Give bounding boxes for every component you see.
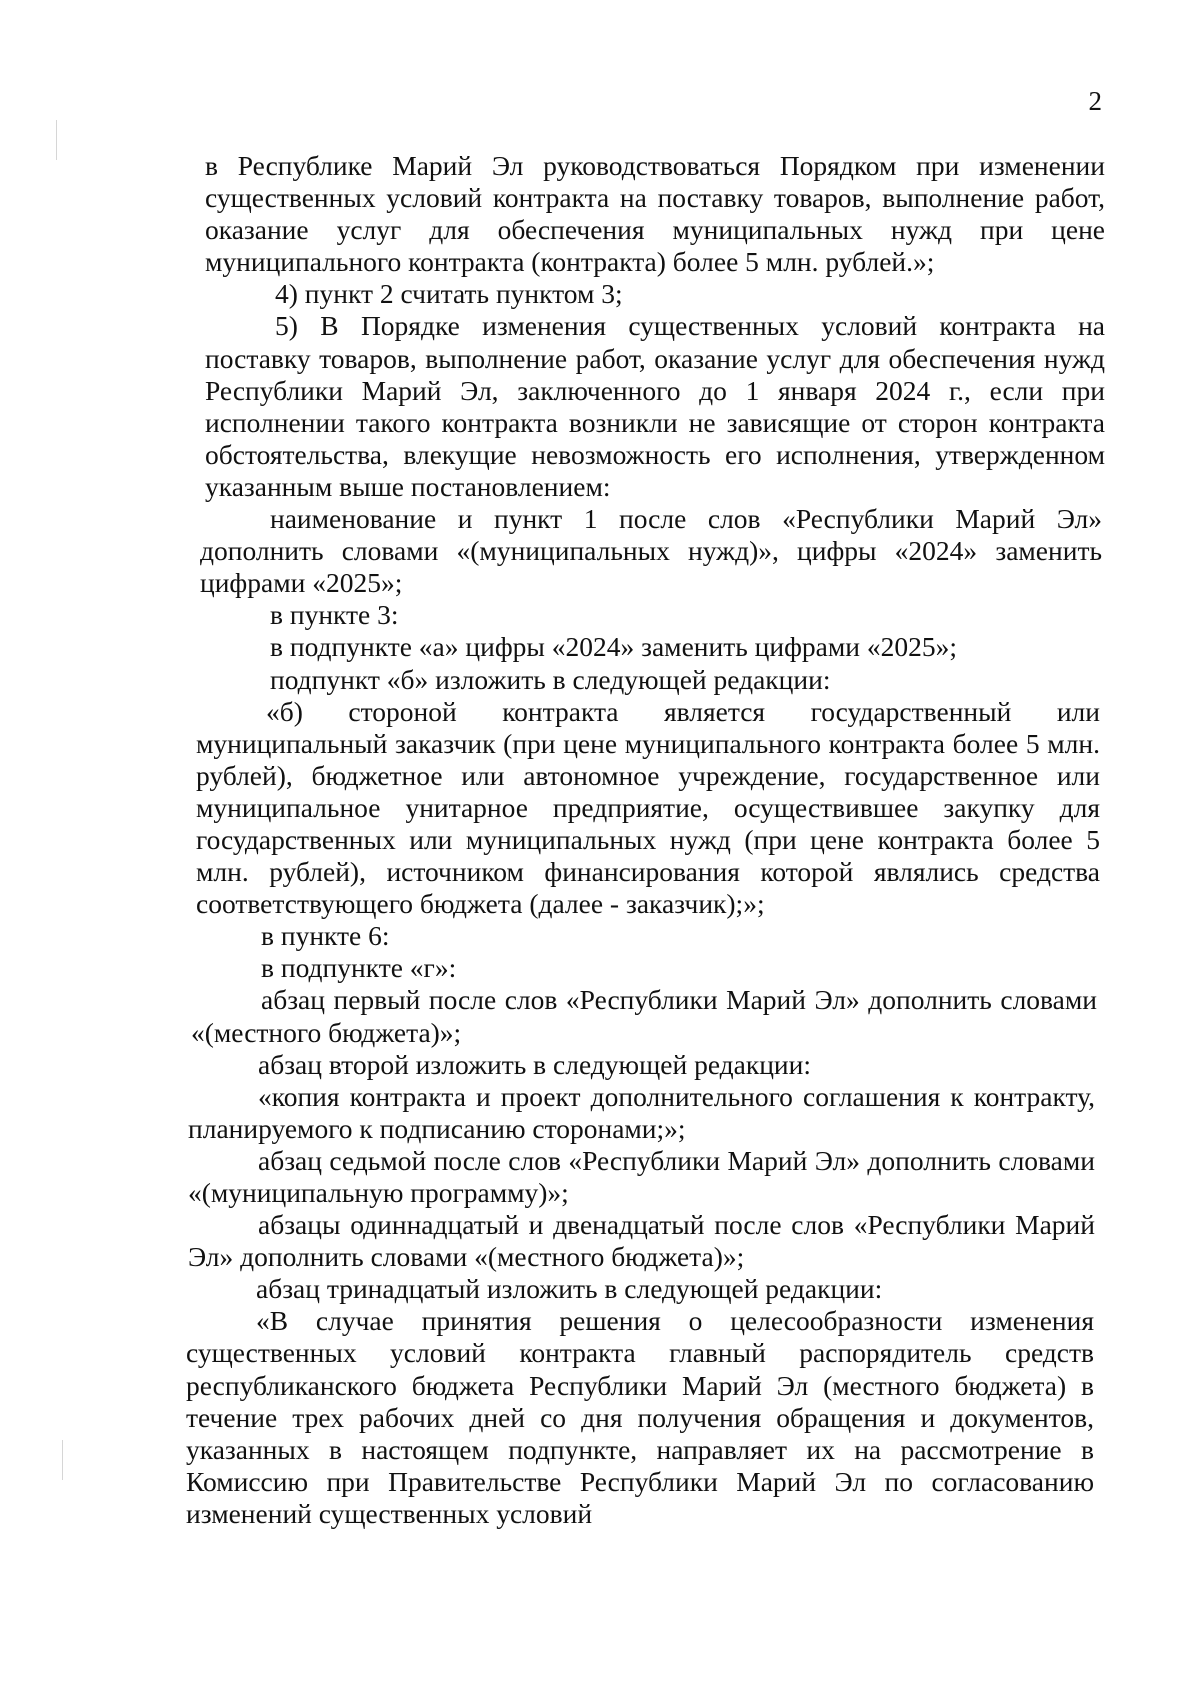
paragraph-seventh-abzac: абзац седьмой после слов «Республики Марий Эл» дополнить словами «(муниципальную программу)»; xyxy=(188,1144,1095,1208)
paragraph-second-abzac-text: «копия контракта и проект дополнительного соглашения к контракту, планируемого к подписанию сторонами;»; xyxy=(188,1080,1095,1144)
paragraph-thirteenth-abzac-intro: абзац тринадцатый изложить в следующей редакции: xyxy=(256,1273,883,1305)
page-number: 2 xyxy=(1088,86,1102,116)
paragraph-item-5: 5) В Порядке изменения существенных условий контракта на поставку товаров, выполнение работ, оказание услуг для обеспечения нужд Республики Марий Эл, заключенного до 1 января 2024 г., если при исполнении такого контракта возникли не зависящие от сторон контракта обстоятельства, влекущие невозможность его исполнения, утвержденном указанным выше постановлением: xyxy=(205,310,1105,502)
paragraph-1-continuation: в Республике Марий Эл руководствоваться Порядком при изменении существенных условий контракта на поставку товаров, выполнение работ, оказание услуг для обеспечения муниципальных нужд при цене муниципального контракта (контракта) более 5 млн. рублей.»; xyxy=(205,150,1105,278)
document-body xyxy=(0,150,1105,1530)
paragraph-thirteenth-abzac-text: «В случае принятия решения о целесообразности изменения существенных условий контракта главный распорядитель средств республиканского бюджета Республики Марий Эл (местного бюджета) в течение трех рабочих дней со дня получения обращения и документов, указанных в настоящем подпункте, направляет их на рассмотрение в Комиссию при Правительстве Республики Марий Эл по согласованию изменений существенных условий xyxy=(186,1305,1094,1529)
paragraph-eleventh-twelfth-abzac: абзацы одиннадцатый и двенадцатый после слов «Республики Марий Эл» дополнить словами «(местного бюджета)»; xyxy=(188,1209,1095,1273)
paragraph-in-item-3: в пункте 3: xyxy=(270,599,399,631)
paragraph-item-4: 4) пункт 2 считать пунктом 3; xyxy=(275,278,623,310)
paragraph-in-subitem-g: в подпункте «г»: xyxy=(261,952,457,984)
paragraph-subitem-b-intro: подпункт «б» изложить в следующей редакции: xyxy=(270,663,831,695)
paragraph-subitem-a: в подпункте «а» цифры «2024» заменить цифрами «2025»; xyxy=(270,631,958,663)
paragraph-subitem-b-text: «б) стороной контракта является государственный или муниципальный заказчик (при цене муниципального контракта более 5 млн. рублей), бюджетное или автономное учреждение, государственное или муниципальное унитарное предприятие, осуществившее закупку для государственных или муниципальных нужд (при цене контракта более 5 млн. рублей), источником финансирования которой являлись средства соответствующего бюджета (далее - заказчик);»; xyxy=(196,695,1100,920)
paragraph-second-abzac-intro: абзац второй изложить в следующей редакции: xyxy=(258,1048,812,1080)
paragraph-in-item-6: в пункте 6: xyxy=(261,920,390,952)
paragraph-name-and-item-1: наименование и пункт 1 после слов «Республики Марий Эл» дополнить словами «(муниципальных нужд)», цифры «2024» заменить цифрами «2025»; xyxy=(200,503,1102,599)
scan-margin-mark xyxy=(56,120,57,160)
scan-margin-mark xyxy=(62,1440,63,1480)
paragraph-first-abzac: абзац первый после слов «Республики Марий Эл» дополнить словами «(местного бюджета)»; xyxy=(191,984,1097,1048)
